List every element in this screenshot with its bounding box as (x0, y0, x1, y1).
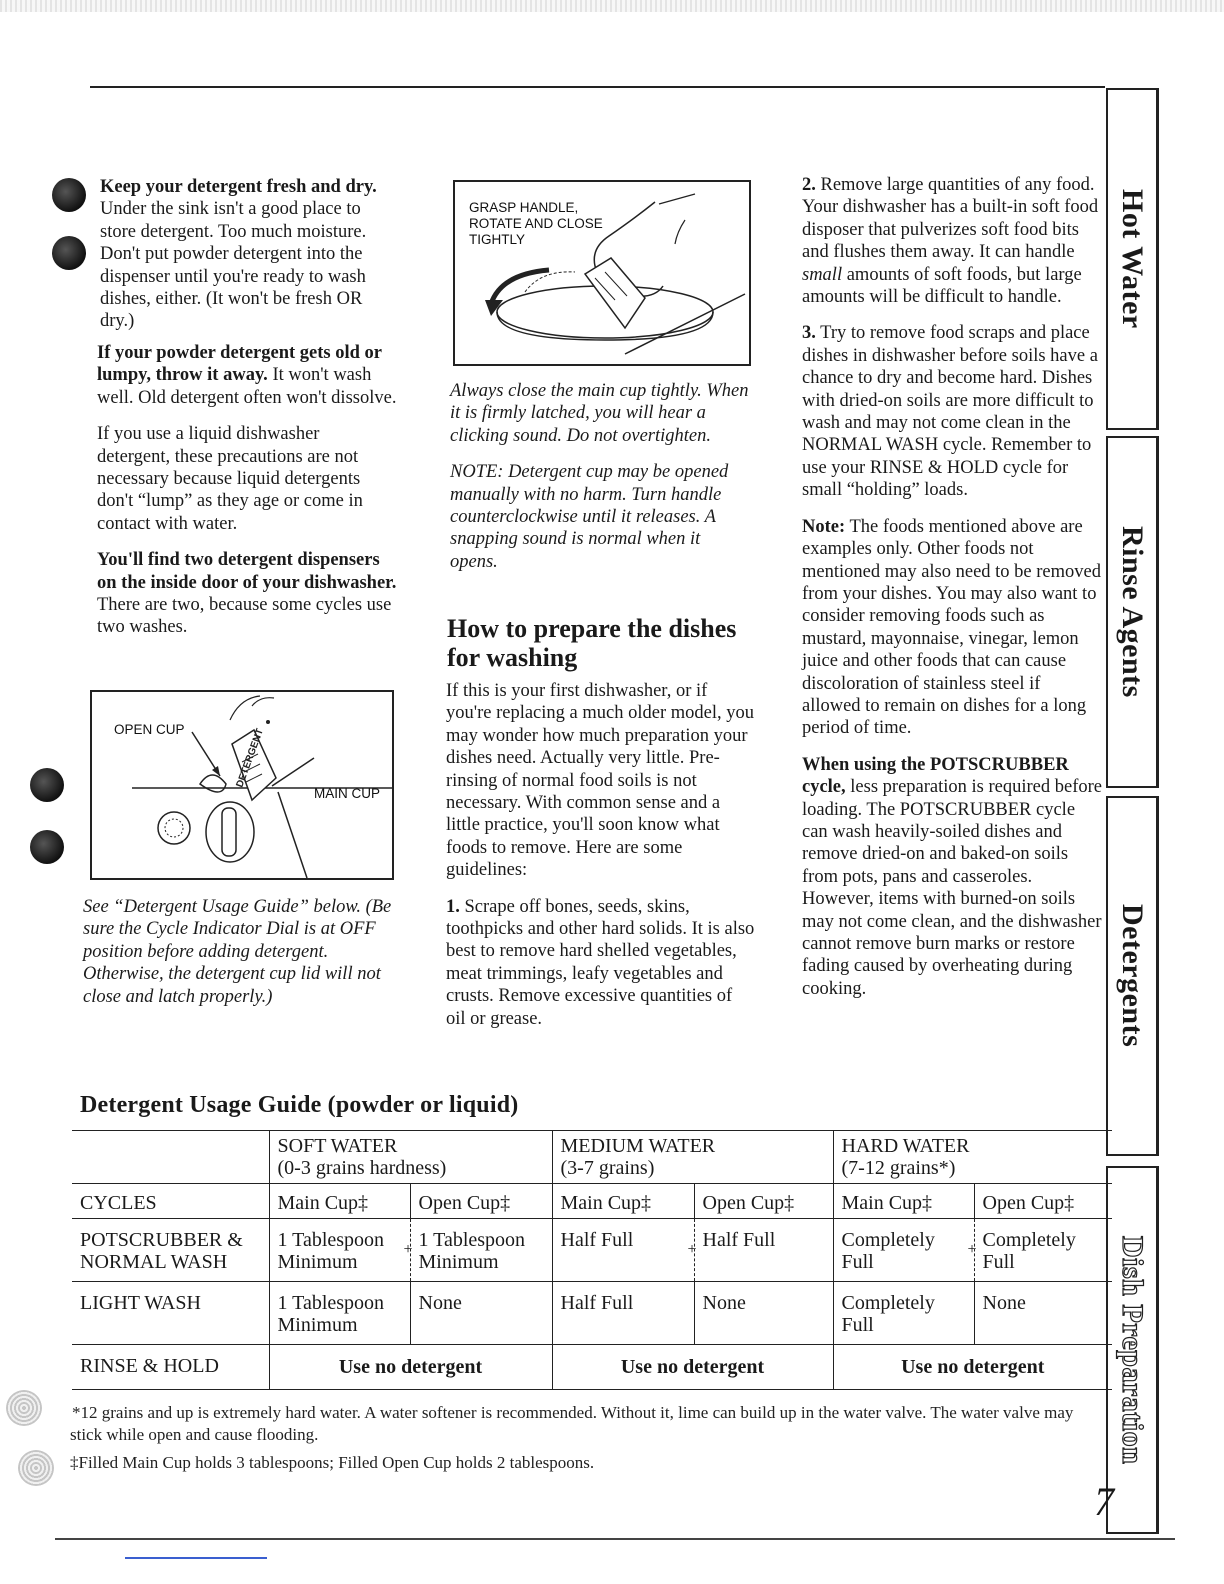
paragraph: NOTE: Detergent cup may be opened manually with no harm. Turn handle counterclockwise until it releases. A snapping sound is normal when it opens. (450, 462, 729, 572)
guide-title: Detergent Usage Guide (powder or liquid) (80, 1092, 519, 1118)
binder-hole-icon (52, 178, 86, 212)
paragraph: Always close the main cup tightly. When it is firmly latched, you will hear a clicking sound. Do not overtighten. (450, 381, 749, 446)
paragraph: When using the POTSCRUBBER cycle, less preparation is required before loading. The POTSCRUBBER cycle can wash heavily-soiled dishes and remove dried-on and baked-on soils from pots, pans and casseroles. However, items with burned-on soils may not come clean, and the dishwasher cannot remove burn marks or restore fading caused by overheating during cooking. (802, 754, 1102, 999)
footnote-hard-water: *12 grains and up is extremely hard water. A water softener is recommended. Without it, lime can build up in the water valve. The water valve may stick while open and cause flooding. (70, 1403, 1074, 1444)
section-heading: How to prepare the dishes for washing (447, 614, 737, 672)
tab-rinse-agents[interactable]: Rinse Agents (1106, 436, 1159, 788)
column-header: Main Cup‡ (269, 1184, 410, 1219)
binder-hole-icon (6, 1390, 42, 1426)
open-cup-label: OPEN CUP (114, 722, 185, 737)
paragraph: 1. Scrape off bones, seeds, skins, toothpicks and other hard solids. It is also best to remove hard shelled vegetables, meat trimmings, leafy vegetables and crusts. Remove excessive quantities of oil or grease. (446, 896, 755, 1029)
binder-hole-icon (52, 236, 86, 270)
medium-water-header: MEDIUM WATER (3-7 grains) (552, 1131, 833, 1184)
table-subheader-row (72, 1184, 1112, 1219)
page-number: 7 (1094, 1479, 1114, 1524)
detergent-label: DETERGENT (234, 727, 266, 790)
column-header: Open Cup‡ (974, 1184, 1112, 1219)
column-header: Main Cup‡ (552, 1184, 694, 1219)
table-row: RINSE & HOLD Use no detergent Use no detergent Use no detergent (72, 1345, 1112, 1390)
scan-edge (0, 0, 1224, 12)
paragraph: 2. Remove large quantities of any food. Your dishwasher has a built-in soft food disposer that pulverizes soft food bits and flushes them away. It can handle small amounts of soft foods, but large amounts will be difficult to handle. (802, 175, 1099, 308)
paragraph: If your powder detergent gets old or lumpy, throw it away. It won't wash well. Old detergent often won't dissolve. (97, 343, 397, 408)
paragraph: 3. Try to remove food scraps and place dishes in dishwasher before soils have a chance to dry and become hard. Dishes with dried-on soils are more difficult to wash and may not come clean in the NORMAL WASH cycle. Remember to use your RINSE & HOLD cycle for small “holding” loads. (802, 323, 1098, 501)
column-1-top (100, 176, 400, 347)
column-1-body (97, 342, 397, 653)
paragraph: If you use a liquid dishwasher detergent, these precautions are not necessary because liquid detergents don't “lump” as they age or come in contact with water. (97, 424, 363, 534)
tab-detergents[interactable]: Detergents (1106, 796, 1159, 1156)
paragraph: You'll find two detergent dispensers on the inside door of your dishwasher. There are two, because some cycles use two washes. (97, 550, 397, 638)
dispenser-figure (90, 690, 394, 880)
hard-water-header: HARD WATER (7-12 grains*) (833, 1131, 1112, 1184)
detergent-usage-table (72, 1130, 1112, 1390)
cycles-label: CYCLES (72, 1184, 269, 1219)
binder-hole-icon (18, 1450, 54, 1486)
soft-water-header: SOFT WATER (0-3 grains hardness) (269, 1131, 552, 1184)
cup-figure (453, 180, 751, 366)
table-header-row (72, 1131, 1112, 1184)
column-header: Open Cup‡ (694, 1184, 833, 1219)
paragraph: Note: The foods mentioned above are examples only. Other foods not mentioned may also need to be removed from your dishes. You may also want to consider removing foods such as mustard, mayonnaise, vinegar, lemon juice and other foods that can cause discoloration of stainless steel if allowed to remain on dishes for a long period of time. (802, 516, 1101, 739)
dispenser-caption: See “Detergent Usage Guide” below. (Be sure the Cycle Indicator Dial is at OFF position before adding detergent. Otherwise, the detergent cup lid will not close and latch properly.) (83, 897, 392, 1007)
paragraph: If this is your first dishwasher, or if you're replacing a much older model, you may wonder how much preparation your dishes need. Actually very little. Pre-rinsing of normal food soils is not necessary. With common sense and a little practice, you'll soon know what foods to remove. Here are some guidelines: (446, 681, 754, 881)
paragraph: Keep your detergent fresh and dry. Under the sink isn't a good place to store detergent. Too much moisture. Don't put powder detergent into the dispenser until you're ready to wash dishes, either. (It won't be fresh OR dry.) (100, 177, 377, 332)
cup-caption (450, 380, 750, 587)
binder-hole-icon (30, 768, 64, 802)
top-rule (90, 86, 1105, 88)
table-row: LIGHT WASH 1 Tablespoon Minimum None Half Full None Completely Full None (72, 1282, 1112, 1345)
footnote-cup-capacity: ‡Filled Main Cup holds 3 tablespoons; Filled Open Cup holds 2 tablespoons. (70, 1453, 595, 1472)
tab-hot-water[interactable]: Hot Water (1106, 88, 1159, 430)
column-2-body (446, 680, 756, 1044)
binder-hole-icon (30, 830, 64, 864)
scan-mark (125, 1557, 267, 1559)
dispenser-illustration (92, 692, 392, 878)
grasp-handle-label: GRASP HANDLE, ROTATE AND CLOSE TIGHTLY (469, 200, 603, 247)
main-cup-label: MAIN CUP (314, 786, 381, 801)
column-header: Open Cup‡ (410, 1184, 552, 1219)
column-header: Main Cup‡ (833, 1184, 974, 1219)
bottom-rule (55, 1538, 1175, 1540)
column-3-body (802, 174, 1102, 1014)
tab-dish-preparation[interactable]: Dish Preparation (1106, 1166, 1159, 1534)
table-row: POTSCRUBBER & NORMAL WASH 1 Tablespoon Minimum + 1 Tablespoon Minimum Half Full + Half Full Completely Full + Completely Full (72, 1219, 1112, 1282)
